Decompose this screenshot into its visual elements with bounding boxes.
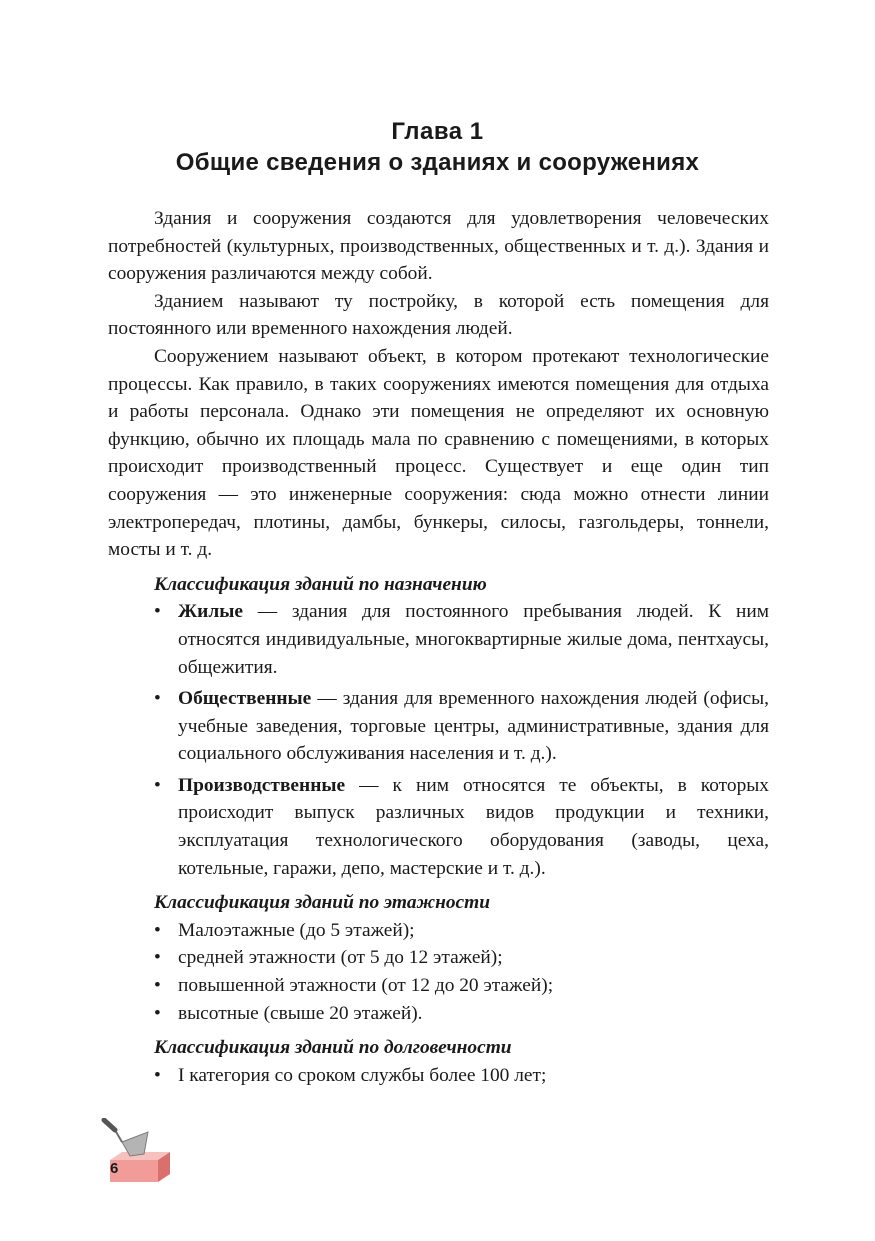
bullet-marker: •	[154, 688, 161, 710]
term-public: Общественные	[178, 688, 312, 710]
term-industrial: Производственные	[178, 774, 346, 796]
heading-by-floors: Классификация зданий по этажности	[154, 892, 491, 914]
paragraph-structure-definition: Сооружением называют объект, в котором протекают технологические процессы. Как правило, в таких сооружениях имеются помещения для отдыха и работы персонала. Однако эти помещения не определяют их основную функцию, обычно их площадь мала по сравнению с помещениями, в которых происходит производственный процесс. Существует и еще один тип сооружения — это инженерные сооружения: сюда можно отнести линии электропередач, плотины, дамбы, бункеры, силосы, газгольдеры, тоннели, мосты и т. д.	[108, 345, 769, 561]
list-by-floors	[108, 917, 769, 1027]
term-description: — здания для постоянного пребывания людей. К ним относятся индивидуальные, многоквартирные жилые дома, пентхаусы, общежития.	[178, 601, 769, 678]
list-item-text: I категория со сроком службы более 100 лет;	[178, 1064, 547, 1086]
list-by-purpose	[108, 598, 769, 882]
bullet-marker: •	[154, 1002, 161, 1024]
list-item	[108, 1000, 769, 1028]
list-item	[108, 598, 769, 681]
bullet-marker: •	[154, 947, 161, 969]
bullet-marker: •	[154, 774, 161, 796]
list-item-text: Малоэтажные (до 5 этажей);	[178, 919, 415, 941]
bullet-marker: •	[154, 601, 161, 623]
list-item	[108, 972, 769, 1000]
list-item	[108, 685, 769, 768]
page-content	[108, 205, 769, 1089]
paragraph-building-definition: Зданием называют ту постройку, в которой есть помещения для постоянного или временного нахождения людей.	[108, 290, 769, 340]
bullet-marker: •	[154, 919, 161, 941]
heading-by-purpose: Классификация зданий по назначению	[154, 573, 487, 595]
list-item-text: повышенной этажности (от 12 до 20 этажей);	[178, 975, 554, 997]
chapter-number: Глава 1	[391, 118, 484, 145]
term-description: — здания для временного нахождения людей (офисы, учебные заведения, торговые центры, административные, здания для социального обслуживания населения и т. д.).	[178, 688, 769, 765]
term-residential: Жилые	[178, 601, 243, 623]
paragraph-intro: Здания и сооружения создаются для удовлетворения человеческих потребностей (культурных, производственных, общественных и т. д.). Здания и сооружения различаются между собой.	[108, 208, 769, 285]
list-item	[108, 1062, 769, 1090]
list-by-durability	[108, 1062, 769, 1090]
list-item	[108, 944, 769, 972]
term-description: — к ним относятся те объекты, в которых происходит выпуск различных видов продукции и техники, эксплуатация технологического оборудования (заводы, цеха, котельные, гаражи, депо, мастерские и т. д.).	[178, 774, 769, 879]
list-item-text: средней этажности (от 5 до 12 этажей);	[178, 947, 503, 969]
page-number: 6	[110, 1160, 119, 1177]
list-item	[108, 917, 769, 945]
list-item-text: высотные (свыше 20 этажей).	[178, 1002, 423, 1024]
trowel-handle	[104, 1120, 115, 1130]
bullet-marker: •	[154, 1064, 161, 1086]
heading-by-durability: Классификация зданий по долговечности	[154, 1037, 512, 1059]
bullet-marker: •	[154, 975, 161, 997]
list-item	[108, 772, 769, 882]
chapter-title: Общие сведения о зданиях и сооружениях	[175, 149, 700, 176]
